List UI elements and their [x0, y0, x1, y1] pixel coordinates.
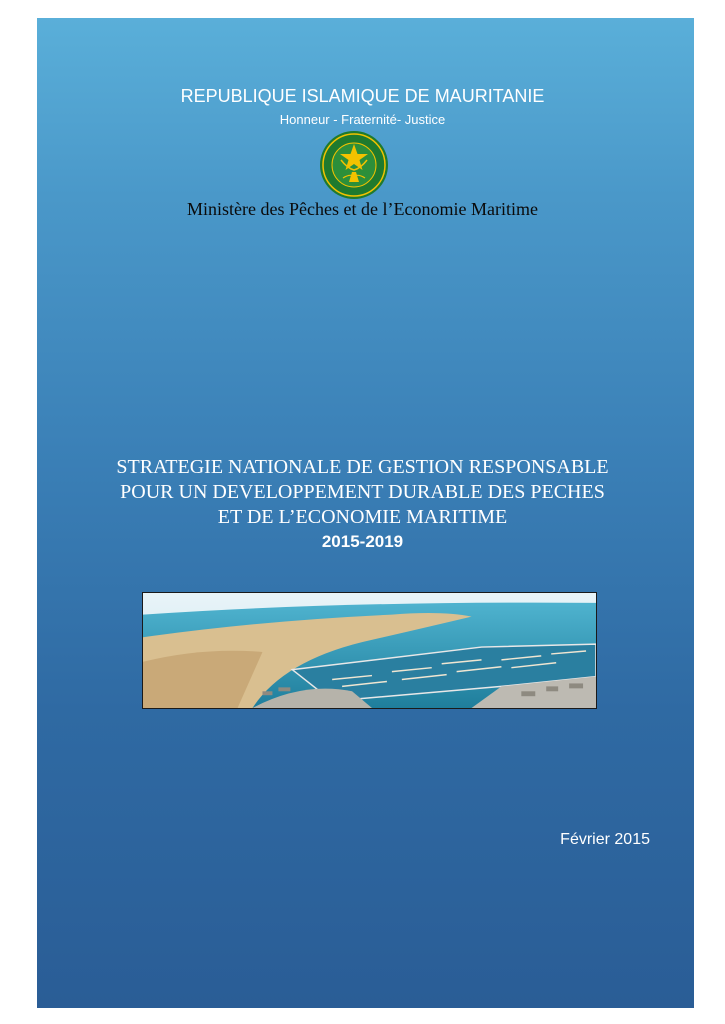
ministry-name: Ministère des Pêches et de l’Economie Maritime: [187, 199, 538, 219]
national-motto: Honneur - Fraternité- Justice: [279, 112, 446, 127]
title-line-1: STRATEGIE NATIONALE DE GESTION RESPONSABLE: [116, 456, 609, 478]
document-title: [0, 455, 725, 530]
country-name: REPUBLIQUE ISLAMIQUE DE MAURITANIE: [180, 86, 545, 106]
national-seal-icon: [319, 130, 389, 200]
title-line-3: ET DE L’ECONOMIE MARITIME: [217, 506, 508, 528]
publication-date: Février 2015: [560, 831, 650, 848]
port-aerial-photo: [142, 592, 597, 709]
title-line-2: POUR UN DEVELOPPEMENT DURABLE DES PECHES: [120, 481, 605, 503]
strategy-years: 2015-2019: [321, 532, 404, 551]
